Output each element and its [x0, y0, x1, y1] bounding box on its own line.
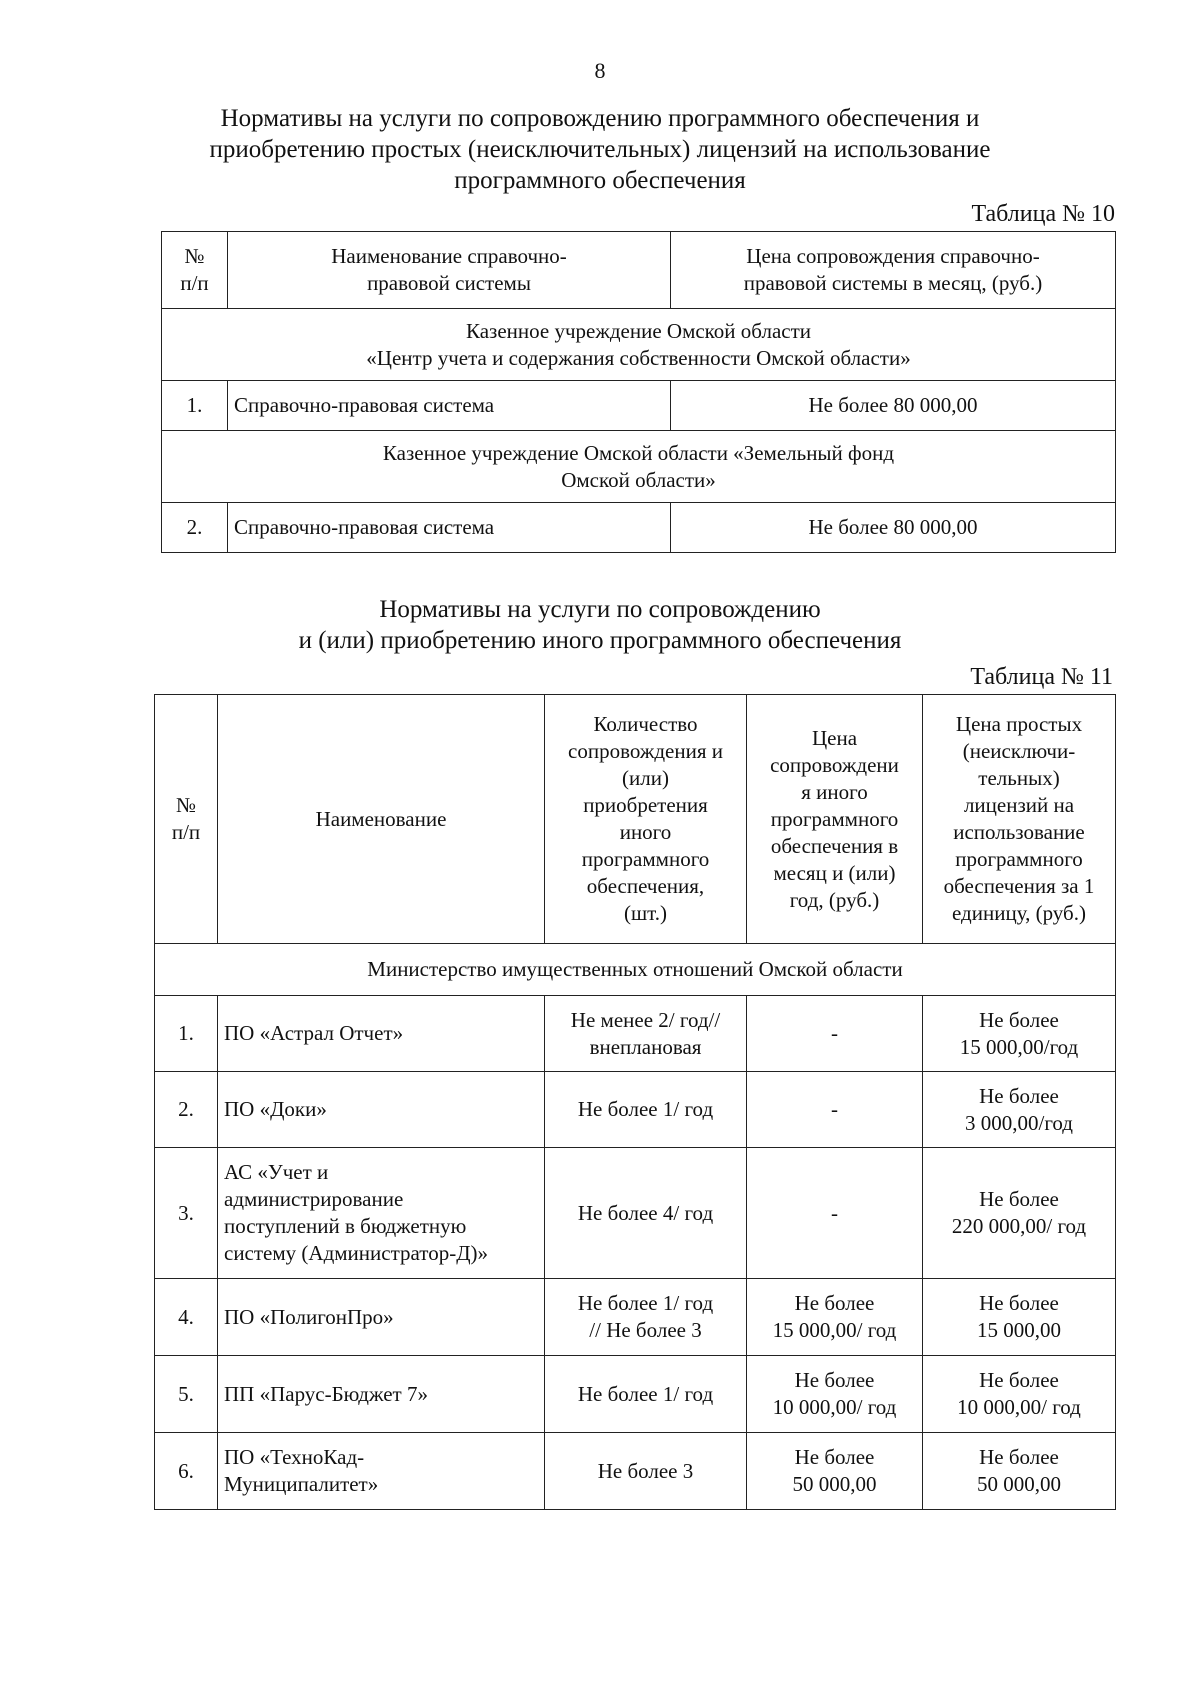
- ministry-name: Министерство имущественных отношений Омской области: [155, 944, 1116, 996]
- table-10: [161, 231, 1116, 553]
- organization-name: Казенное учреждение Омской области «Земельный фонд Омской области»: [162, 431, 1116, 503]
- header-name: Наименование: [218, 695, 545, 944]
- header-number: № п/п: [155, 695, 218, 944]
- table-row: [155, 1433, 1116, 1510]
- table-10-header-row: [162, 232, 1116, 309]
- row-license-price: Не более 15 000,00/год: [923, 996, 1116, 1072]
- row-license-price: Не более 10 000,00/ год: [923, 1356, 1116, 1433]
- row-number: 3.: [155, 1148, 218, 1279]
- row-price: Не более 80 000,00: [671, 503, 1116, 553]
- row-license-price: Не более 15 000,00: [923, 1279, 1116, 1356]
- row-quantity: Не более 4/ год: [545, 1148, 747, 1279]
- row-license-price: Не более 50 000,00: [923, 1433, 1116, 1510]
- row-number: 2.: [162, 503, 228, 553]
- row-name: ПО «Астрал Отчет»: [218, 996, 545, 1072]
- row-quantity: Не менее 2/ год// внеплановая: [545, 996, 747, 1072]
- header-license-price: Цена простых (неисключи- тельных) лицензий на использование программного обеспечения за 1 единицу, (руб.): [923, 695, 1116, 944]
- page-number: 8: [594, 58, 606, 83]
- row-number: 5.: [155, 1356, 218, 1433]
- table-row: [155, 1279, 1116, 1356]
- row-support-price: -: [747, 996, 923, 1072]
- section-2-title-line: и (или) приобретению иного программного обеспечения: [298, 627, 902, 654]
- row-price: Не более 80 000,00: [671, 381, 1116, 431]
- row-quantity: Не более 1/ год: [545, 1072, 747, 1148]
- table-10-group-row: [162, 309, 1116, 381]
- row-license-price: Не более 220 000,00/ год: [923, 1148, 1116, 1279]
- row-name: ПО «ПолигонПро»: [218, 1279, 545, 1356]
- table-11-header-row: [155, 695, 1116, 944]
- row-support-price: -: [747, 1072, 923, 1148]
- header-quantity: Количество сопровождения и (или) приобретения иного программного обеспечения, (шт.): [545, 695, 747, 944]
- row-support-price: Не более 10 000,00/ год: [747, 1356, 923, 1433]
- row-quantity: Не более 1/ год: [545, 1356, 747, 1433]
- table-11-section-row: [155, 944, 1116, 996]
- row-name: ПП «Парус-Бюджет 7»: [218, 1356, 545, 1433]
- row-name: Справочно-правовая система: [228, 381, 671, 431]
- row-license-price: Не более 3 000,00/год: [923, 1072, 1116, 1148]
- header-support-price: Цена сопровождения справочно- правовой системы в месяц, (руб.): [671, 232, 1116, 309]
- table-10-caption: Таблица № 10: [971, 201, 1115, 227]
- row-number: 1.: [162, 381, 228, 431]
- section-1-title-line: приобретению простых (неисключительных) лицензий на использование: [209, 136, 991, 163]
- row-support-price: -: [747, 1148, 923, 1279]
- section-1-title-line: Нормативы на услуги по сопровождению программного обеспечения и: [220, 105, 980, 132]
- header-number: № п/п: [162, 232, 228, 309]
- row-number: 2.: [155, 1072, 218, 1148]
- section-1-title: [150, 103, 1050, 196]
- table-row: [155, 1072, 1116, 1148]
- table-row: [162, 381, 1116, 431]
- table-11-caption: Таблица № 11: [970, 664, 1113, 690]
- row-quantity: Не более 3: [545, 1433, 747, 1510]
- table-row: [155, 1356, 1116, 1433]
- header-system-name: Наименование справочно- правовой системы: [228, 232, 671, 309]
- section-2-title: [150, 594, 1050, 656]
- section-1-title-line: программного обеспечения: [454, 167, 746, 194]
- row-quantity: Не более 1/ год // Не более 3: [545, 1279, 747, 1356]
- organization-name: Казенное учреждение Омской области «Центр учета и содержания собственности Омской области»: [162, 309, 1116, 381]
- table-11: [154, 694, 1116, 1510]
- table-row: [155, 1148, 1116, 1279]
- row-number: 6.: [155, 1433, 218, 1510]
- row-number: 4.: [155, 1279, 218, 1356]
- section-2-title-line: Нормативы на услуги по сопровождению: [379, 596, 821, 623]
- row-name: Справочно-правовая система: [228, 503, 671, 553]
- row-number: 1.: [155, 996, 218, 1072]
- row-support-price: Не более 50 000,00: [747, 1433, 923, 1510]
- table-10-group-row: [162, 431, 1116, 503]
- row-name: АС «Учет и администрирование поступлений в бюджетную систему (Администратор-Д)»: [218, 1148, 545, 1279]
- table-row: [155, 996, 1116, 1072]
- table-row: [162, 503, 1116, 553]
- header-support-price: Цена сопровождени я иного программного обеспечения в месяц и (или) год, (руб.): [747, 695, 923, 944]
- row-support-price: Не более 15 000,00/ год: [747, 1279, 923, 1356]
- row-name: ПО «ТехноКад- Муниципалитет»: [218, 1433, 545, 1510]
- row-name: ПО «Доки»: [218, 1072, 545, 1148]
